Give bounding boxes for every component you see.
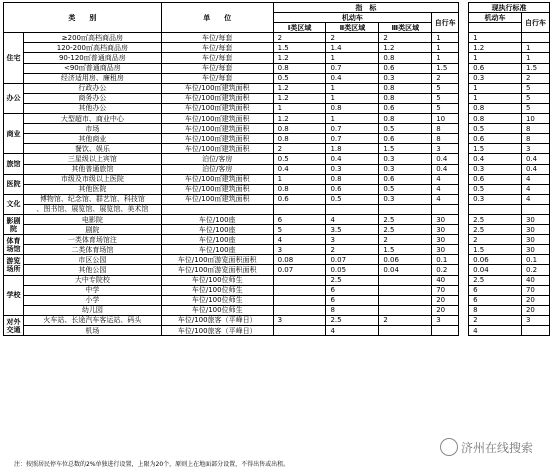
current-bike-value: 1.5 — [521, 63, 549, 73]
zone-2-value: 0.7 — [326, 134, 379, 144]
zone-1-value: 5 — [273, 225, 326, 235]
zone-3-value: 0.8 — [379, 93, 432, 103]
table-row — [4, 305, 550, 315]
row-unit: 车位/100㎡建筑面积 — [161, 114, 273, 124]
row-unit: 车位/100座 — [161, 235, 273, 245]
zone-3-value: 0.8 — [379, 53, 432, 63]
current-motor-value: 1 — [469, 33, 522, 43]
row-subcategory: 二类体育场馆 — [23, 245, 161, 255]
row-unit: 车位/100㎡游览面积面积 — [161, 265, 273, 275]
zone-2-value: 0.4 — [326, 154, 379, 164]
zone-3-value: 0.06 — [379, 255, 432, 265]
zone-1-value: 4 — [273, 235, 326, 245]
bike-value: 8 — [432, 124, 459, 134]
header-current-motor: 机动车 — [469, 13, 522, 23]
table-row — [4, 124, 550, 134]
header-current-blank — [469, 23, 522, 33]
row-unit: 车位/100㎡游览面积面积 — [161, 255, 273, 265]
row-subcategory: 一类体育场馆注 — [23, 235, 161, 245]
zone-2-value: 0.7 — [326, 124, 379, 134]
row-category: 文化 — [4, 194, 24, 214]
zone-2-value: 6 — [326, 295, 379, 305]
current-bike-value: 4 — [521, 194, 549, 204]
current-motor-value: 0.6 — [469, 174, 522, 184]
row-subcategory: 大中专院校 — [23, 275, 161, 285]
wechat-icon — [440, 438, 458, 456]
current-motor-value: 0.3 — [469, 164, 522, 174]
zone-3-value: 0.8 — [379, 83, 432, 93]
zone-3-value — [379, 326, 432, 336]
current-motor-value: 6 — [469, 295, 522, 305]
bike-value: 5 — [432, 83, 459, 93]
zone-1-value: 0.8 — [273, 63, 326, 73]
zone-1-value: 0.8 — [273, 134, 326, 144]
zone-3-value: 1.2 — [379, 43, 432, 53]
table-row — [4, 275, 550, 285]
zone-1-value: 1 — [273, 174, 326, 184]
row-subcategory: 、图书馆、展览馆、展览馆、美术馆 — [23, 204, 161, 214]
zone-3-value — [379, 295, 432, 305]
table-row — [4, 154, 550, 164]
row-unit: 车位/每套 — [161, 73, 273, 83]
current-motor-value: 0.8 — [469, 114, 522, 124]
current-motor-value: 1.2 — [469, 43, 522, 53]
zone-3-value: 0.6 — [379, 174, 432, 184]
row-unit: 车位/100座 — [161, 245, 273, 255]
row-unit: 车位/100㎡建筑面积 — [161, 144, 273, 154]
current-bike-value: 30 — [521, 225, 549, 235]
current-motor-value: 0.5 — [469, 184, 522, 194]
zone-1-value: 1.2 — [273, 53, 326, 63]
row-subcategory: 市级及市级以上医院 — [23, 174, 161, 184]
row-unit: 车位/100位师生 — [161, 275, 273, 285]
bike-value: 8 — [432, 134, 459, 144]
table-row — [4, 83, 550, 93]
watermark — [440, 438, 533, 456]
zone-3-value: 0.3 — [379, 194, 432, 204]
current-bike-value: 1 — [521, 43, 549, 53]
header-current-standard: 现执行标准 — [469, 3, 550, 13]
zone-3-value — [379, 204, 432, 214]
current-bike-value: 5 — [521, 83, 549, 93]
zone-2-value: 2 — [326, 245, 379, 255]
table-row — [4, 33, 550, 43]
row-category: 影剧院 — [4, 214, 24, 234]
row-subcategory: 其他医院 — [23, 184, 161, 194]
zone-3-value: 2 — [379, 33, 432, 43]
row-unit: 车位/100㎡建筑面积 — [161, 124, 273, 134]
row-category: 办公 — [4, 83, 24, 113]
zone-2-value: 1.4 — [326, 43, 379, 53]
row-unit: 车位/每套 — [161, 63, 273, 73]
current-bike-value: 30 — [521, 214, 549, 224]
row-unit: 车位/100㎡建筑面积 — [161, 134, 273, 144]
bike-value: 4 — [432, 184, 459, 194]
current-bike-value: 30 — [521, 235, 549, 245]
row-unit: 车位/100㎡建筑面积 — [161, 194, 273, 204]
current-motor-value: 0.06 — [469, 255, 522, 265]
zone-1-value: 2 — [273, 33, 326, 43]
zone-2-value: 4 — [326, 326, 379, 336]
table-row — [4, 164, 550, 174]
zone-1-value: 0.07 — [273, 265, 326, 275]
zone-2-value: 3.5 — [326, 225, 379, 235]
zone-2-value: 3 — [326, 235, 379, 245]
zone-2-value: 0.8 — [326, 174, 379, 184]
row-subcategory: 剧院 — [23, 225, 161, 235]
zone-3-value — [379, 275, 432, 285]
bike-value: 4 — [432, 194, 459, 204]
parking-standard-table — [3, 2, 550, 336]
row-subcategory: 90-120㎡普通商品房 — [23, 53, 161, 63]
zone-2-value: 0.4 — [326, 73, 379, 83]
current-bike-value — [521, 204, 549, 214]
table-row — [4, 194, 550, 204]
current-motor-value — [469, 204, 522, 214]
table-row — [4, 73, 550, 83]
current-motor-value: 1 — [469, 93, 522, 103]
row-subcategory: 三星级以上宾馆 — [23, 154, 161, 164]
current-motor-value: 0.3 — [469, 73, 522, 83]
header-bike: 自行车 — [432, 13, 459, 33]
row-subcategory: 餐饮、娱乐 — [23, 144, 161, 154]
zone-2-value: 0.8 — [326, 103, 379, 113]
zone-3-value: 0.6 — [379, 103, 432, 113]
bike-value: 30 — [432, 225, 459, 235]
current-motor-value: 8 — [469, 305, 522, 315]
row-subcategory: 商务办公 — [23, 93, 161, 103]
header-zone-1: Ⅰ类区域 — [273, 23, 326, 33]
zone-2-value: 1.8 — [326, 144, 379, 154]
zone-2-value: 1 — [326, 83, 379, 93]
row-subcategory: 博物馆、纪念馆、群艺馆、科技馆 — [23, 194, 161, 204]
zone-1-value: 1.2 — [273, 114, 326, 124]
row-unit: 车位/100旅客（平峰日） — [161, 326, 273, 336]
bike-value: 70 — [432, 285, 459, 295]
zone-1-value: 3 — [273, 245, 326, 255]
row-category: 商业 — [4, 114, 24, 154]
current-bike-value: 2 — [521, 73, 549, 83]
zone-3-value: 0.5 — [379, 124, 432, 134]
row-unit: 车位/每套 — [161, 43, 273, 53]
table-row — [4, 93, 550, 103]
zone-2-value: 0.3 — [326, 164, 379, 174]
row-subcategory: 小学 — [23, 295, 161, 305]
watermark-text: 济州在线搜索 — [461, 440, 534, 455]
current-bike-value: 30 — [521, 245, 549, 255]
current-motor-value: 2.5 — [469, 275, 522, 285]
current-motor-value: 0.6 — [469, 134, 522, 144]
bike-value: 1 — [432, 33, 459, 43]
bike-value: 40 — [432, 275, 459, 285]
zone-2-value: 1 — [326, 114, 379, 124]
table-row — [4, 53, 550, 63]
current-motor-value: 2 — [469, 315, 522, 325]
row-subcategory: 电影院 — [23, 214, 161, 224]
zone-2-value: 4 — [326, 214, 379, 224]
row-subcategory: 幼儿园 — [23, 305, 161, 315]
zone-1-value: 0.4 — [273, 164, 326, 174]
current-motor-value: 6 — [469, 285, 522, 295]
bike-value: 0.4 — [432, 154, 459, 164]
zone-3-value — [379, 285, 432, 295]
row-unit: 车位/100位师生 — [161, 295, 273, 305]
zone-3-value: 0.8 — [379, 114, 432, 124]
header-indicator: 指 标 — [273, 3, 459, 13]
table-row — [4, 144, 550, 154]
bike-value: 1 — [432, 43, 459, 53]
current-motor-value: 0.6 — [469, 63, 522, 73]
row-unit: 车位/100座 — [161, 225, 273, 235]
row-subcategory: 中学 — [23, 285, 161, 295]
current-motor-value: 1 — [469, 83, 522, 93]
zone-2-value: 2 — [326, 33, 379, 43]
current-motor-value: 2.5 — [469, 225, 522, 235]
current-bike-value: 70 — [521, 285, 549, 295]
zone-3-value: 2 — [379, 315, 432, 325]
zone-3-value: 2.5 — [379, 214, 432, 224]
bike-value: 20 — [432, 305, 459, 315]
header-motor: 机动车 — [273, 13, 432, 23]
current-bike-value: 4 — [521, 184, 549, 194]
row-subcategory: 市区公园 — [23, 255, 161, 265]
header-zone-3: Ⅲ类区域 — [379, 23, 432, 33]
current-bike-value — [521, 33, 549, 43]
footnote: 注：按照居民停车位总数的2%单独进行设置，上限为20个，原则上在地面部分设置，不得出售或出租。 — [14, 461, 290, 468]
current-bike-value: 1 — [521, 53, 549, 63]
row-unit: 车位/100旅客（平峰日） — [161, 315, 273, 325]
table-row — [4, 103, 550, 113]
current-bike-value: 5 — [521, 103, 549, 113]
current-motor-value: 2.5 — [469, 214, 522, 224]
current-bike-value: 10 — [521, 114, 549, 124]
header-unit: 单 位 — [161, 3, 273, 33]
zone-2-value: 1 — [326, 53, 379, 63]
current-motor-value: 1 — [469, 53, 522, 63]
row-unit: 车位/每套 — [161, 53, 273, 63]
table-row — [4, 134, 550, 144]
table-row — [4, 214, 550, 224]
table-row — [4, 315, 550, 325]
row-category: 对外交通 — [4, 315, 24, 335]
table-row — [4, 174, 550, 184]
table-row — [4, 225, 550, 235]
zone-2-value: 6 — [326, 285, 379, 295]
zone-2-value: 2.5 — [326, 275, 379, 285]
table-row — [4, 245, 550, 255]
zone-1-value: 1.5 — [273, 43, 326, 53]
zone-3-value: 0.6 — [379, 63, 432, 73]
row-subcategory: 火车站、长途汽车客运站、码头 — [23, 315, 161, 325]
row-unit — [161, 204, 273, 214]
bike-value: 30 — [432, 245, 459, 255]
row-subcategory: 经济适用房、廉租房 — [23, 73, 161, 83]
row-category: 医院 — [4, 174, 24, 194]
current-bike-value: 3 — [521, 144, 549, 154]
zone-2-value: 2.5 — [326, 315, 379, 325]
zone-1-value: 1.2 — [273, 93, 326, 103]
zone-2-value: 0.07 — [326, 255, 379, 265]
current-motor-value: 0.3 — [469, 194, 522, 204]
zone-2-value: 8 — [326, 305, 379, 315]
bike-value: 3 — [432, 144, 459, 154]
bike-value: 3 — [432, 315, 459, 325]
current-motor-value: 0.5 — [469, 124, 522, 134]
current-bike-value: 0.1 — [521, 255, 549, 265]
zone-2-value: 1 — [326, 93, 379, 103]
zone-1-value: 0.08 — [273, 255, 326, 265]
row-unit: 泊位/客房 — [161, 164, 273, 174]
zone-1-value: 6 — [273, 214, 326, 224]
current-motor-value: 0.8 — [469, 103, 522, 113]
table-row — [4, 265, 550, 275]
bike-value: 5 — [432, 103, 459, 113]
row-subcategory: 机场 — [23, 326, 161, 336]
zone-3-value: 2.5 — [379, 225, 432, 235]
row-subcategory: 市场 — [23, 124, 161, 134]
bike-value — [432, 326, 459, 336]
zone-2-value: 0.05 — [326, 265, 379, 275]
table-row — [4, 184, 550, 194]
table-row — [4, 285, 550, 295]
table-row — [4, 235, 550, 245]
table-row — [4, 255, 550, 265]
zone-1-value: 0.5 — [273, 154, 326, 164]
zone-1-value — [273, 275, 326, 285]
current-bike-value — [521, 326, 549, 336]
row-subcategory: 其他商业 — [23, 134, 161, 144]
bike-value: 30 — [432, 235, 459, 245]
zone-1-value: 0.6 — [273, 194, 326, 204]
row-unit: 车位/100座 — [161, 214, 273, 224]
zone-1-value: 0.5 — [273, 73, 326, 83]
zone-2-value: 0.7 — [326, 63, 379, 73]
row-unit: 车位/100㎡建筑面积 — [161, 103, 273, 113]
row-unit: 车位/100位师生 — [161, 305, 273, 315]
row-subcategory: 大型超市、商业中心 — [23, 114, 161, 124]
bike-value: 20 — [432, 295, 459, 305]
table-row — [4, 114, 550, 124]
header-zone-2: Ⅱ类区域 — [326, 23, 379, 33]
bike-value: 30 — [432, 214, 459, 224]
header-category: 类 别 — [4, 3, 162, 33]
current-motor-value: 1.5 — [469, 245, 522, 255]
row-category: 游览场所 — [4, 255, 24, 275]
row-category: 学校 — [4, 275, 24, 315]
zone-3-value: 0.3 — [379, 164, 432, 174]
header-current-bike: 自行车 — [521, 13, 549, 33]
bike-value: 0.1 — [432, 255, 459, 265]
current-motor-value: 4 — [469, 326, 522, 336]
row-subcategory: 120-200㎡高档商品房 — [23, 43, 161, 53]
zone-1-value: 1 — [273, 103, 326, 113]
current-motor-value: 0.04 — [469, 265, 522, 275]
current-bike-value: 40 — [521, 275, 549, 285]
current-bike-value: 4 — [521, 174, 549, 184]
bike-value: 2 — [432, 73, 459, 83]
bike-value: 10 — [432, 114, 459, 124]
row-category: 旅馆 — [4, 154, 24, 174]
row-subcategory: ≥200㎡高档商品房 — [23, 33, 161, 43]
table-row — [4, 204, 550, 214]
zone-1-value — [273, 285, 326, 295]
current-bike-value: 0.4 — [521, 164, 549, 174]
row-category: 住宅 — [4, 33, 24, 83]
current-bike-value: 3 — [521, 315, 549, 325]
row-unit: 车位/100㎡建筑面积 — [161, 174, 273, 184]
row-subcategory: 行政办公 — [23, 83, 161, 93]
current-bike-value: 20 — [521, 305, 549, 315]
table-row — [4, 63, 550, 73]
zone-3-value: 1.5 — [379, 144, 432, 154]
zone-2-value — [326, 204, 379, 214]
current-bike-value: 5 — [521, 93, 549, 103]
current-motor-value: 1.5 — [469, 144, 522, 154]
bike-value — [432, 204, 459, 214]
current-bike-value: 0.4 — [521, 154, 549, 164]
zone-1-value: 1.2 — [273, 83, 326, 93]
zone-1-value: 0.8 — [273, 184, 326, 194]
row-category: 体育场馆 — [4, 235, 24, 255]
zone-3-value: 0.3 — [379, 73, 432, 83]
row-unit: 车位/每套 — [161, 33, 273, 43]
row-unit: 车位/100㎡建筑面积 — [161, 93, 273, 103]
zone-3-value: 1.5 — [379, 245, 432, 255]
zone-3-value: 0.04 — [379, 265, 432, 275]
zone-2-value: 0.6 — [326, 184, 379, 194]
zone-1-value: 2 — [273, 144, 326, 154]
table-row — [4, 326, 550, 336]
zone-3-value: 0.5 — [379, 184, 432, 194]
zone-1-value — [273, 326, 326, 336]
row-unit: 车位/100位师生 — [161, 285, 273, 295]
bike-value: 0.2 — [432, 265, 459, 275]
current-bike-value: 0.2 — [521, 265, 549, 275]
bike-value: 1 — [432, 53, 459, 63]
current-motor-value: 0.4 — [469, 154, 522, 164]
zone-3-value: 0.6 — [379, 134, 432, 144]
row-subcategory: <90㎡普通商品房 — [23, 63, 161, 73]
row-subcategory: 其他公园 — [23, 265, 161, 275]
row-subcategory: 其他普通旅馆 — [23, 164, 161, 174]
current-bike-value: 8 — [521, 134, 549, 144]
current-motor-value: 2 — [469, 235, 522, 245]
table-row — [4, 43, 550, 53]
zone-1-value — [273, 305, 326, 315]
current-bike-value: 20 — [521, 295, 549, 305]
bike-value: 5 — [432, 93, 459, 103]
bike-value: 1.5 — [432, 63, 459, 73]
zone-1-value — [273, 204, 326, 214]
zone-1-value — [273, 295, 326, 305]
zone-3-value: 2 — [379, 235, 432, 245]
table-row — [4, 295, 550, 305]
zone-1-value: 3 — [273, 315, 326, 325]
zone-3-value — [379, 305, 432, 315]
row-subcategory: 其他办公 — [23, 103, 161, 113]
zone-2-value: 0.5 — [326, 194, 379, 204]
row-unit: 车位/100㎡建筑面积 — [161, 184, 273, 194]
current-bike-value: 8 — [521, 124, 549, 134]
zone-3-value: 0.3 — [379, 154, 432, 164]
row-unit: 泊位/客房 — [161, 154, 273, 164]
bike-value: 0.4 — [432, 164, 459, 174]
row-unit: 车位/100㎡建筑面积 — [161, 83, 273, 93]
bike-value: 4 — [432, 174, 459, 184]
zone-1-value: 0.8 — [273, 124, 326, 134]
